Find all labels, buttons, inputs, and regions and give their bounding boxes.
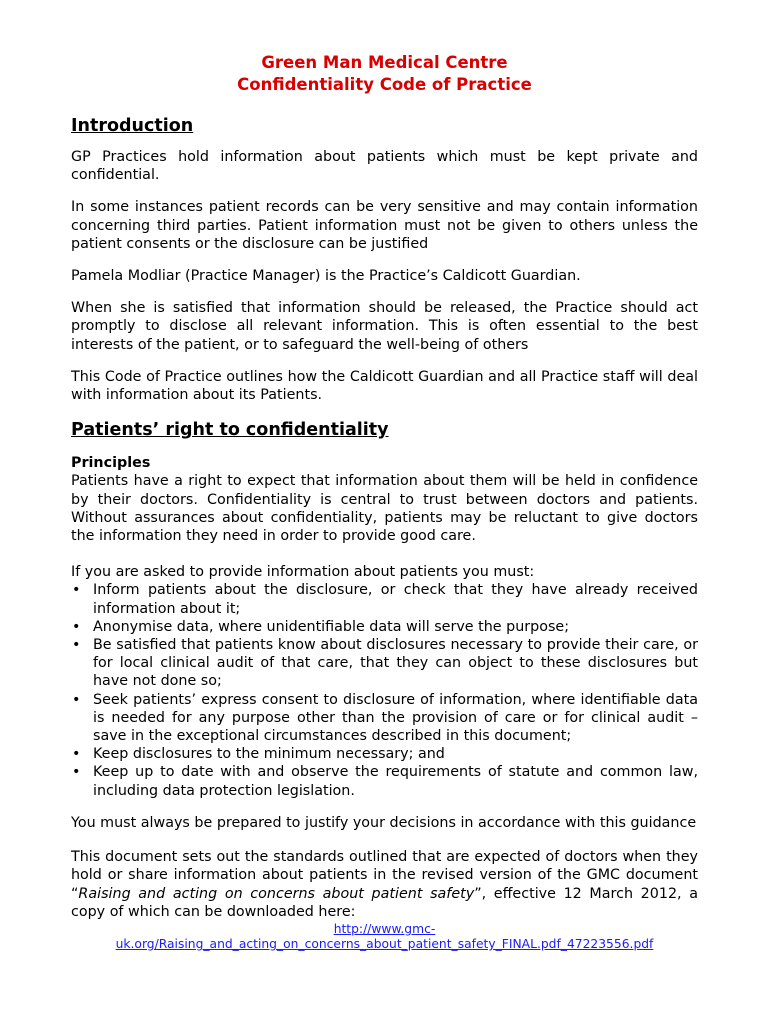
list-item xyxy=(71,618,698,636)
list-item xyxy=(71,745,698,763)
list-item xyxy=(71,636,698,691)
bullet-icon: • xyxy=(72,618,81,635)
title-line-1: Green Man Medical Centre xyxy=(261,53,508,72)
intro-paragraph-3: Pamela Modliar (Practice Manager) is the Practice’s Caldicott Guardian. xyxy=(71,268,581,285)
intro-paragraph-4: When she is satisfied that information should be released, the Practice should act promptly to disclose all relevant information. This is often essential to the best interests of the patient, or to safeguard the well-being of others xyxy=(71,300,698,353)
list-item-text: Be satisfied that patients know about disclosures necessary to provide their care, or for local clinical audit of that care, that they can object to these disclosures but have not done so; xyxy=(93,637,698,690)
bullet-icon: • xyxy=(72,746,81,763)
list-item-text: Keep up to date with and observe the requirements of statute and common law, including data protection legislation. xyxy=(93,764,698,799)
bullet-icon: • xyxy=(72,691,81,708)
document-page xyxy=(71,52,698,953)
intro-paragraph-5: This Code of Practice outlines how the Caldicott Guardian and all Practice staff will deal with information about its Patients. xyxy=(71,368,698,404)
principles-paragraph: Patients have a right to expect that information about them will be held in confidence by their doctors. Confidentiality is central to trust between doctors and patients. Without assurances about confidentiality, patients may be reluctant to give doctors the information they need in order to provide good care. xyxy=(71,473,698,545)
list-item xyxy=(71,763,698,799)
link-line-1[interactable]: http://www.gmc- xyxy=(333,921,436,936)
gmc-document-title: Raising and acting on concerns about patient safety xyxy=(78,885,475,902)
link-line-2[interactable]: uk.org/Raising_and_acting_on_concerns_about_patient_safety_FINAL.pdf_47223556.pdf xyxy=(115,937,654,952)
list-item-text: Inform patients about the disclosure, or check that they have already received information about it; xyxy=(93,582,698,617)
introduction-heading: Introduction xyxy=(71,116,194,136)
standards-paragraph xyxy=(71,848,698,921)
list-item-text: Keep disclosures to the minimum necessary; and xyxy=(93,746,445,763)
gmc-download-link[interactable] xyxy=(71,922,698,953)
standards-text-before: This document sets out the standards outlined that are expected of doctors when they hold or share information about patients in the revised version of the GMC document “ xyxy=(71,849,698,902)
justify-paragraph: You must always be prepared to justify your decisions in accordance with this guidance xyxy=(71,814,697,831)
intro-paragraph-2: In some instances patient records can be very sensitive and may contain information concerning third parties. Patient information must not be given to others unless the patient consents or the disclosure can be justified xyxy=(71,199,698,252)
list-item-text: Anonymise data, where unidentifiable data will serve the purpose; xyxy=(93,618,570,635)
intro-paragraph-1: GP Practices hold information about patients which must be kept private and confidential. xyxy=(71,149,698,184)
list-intro: If you are asked to provide information about patients you must: xyxy=(71,564,535,581)
list-item xyxy=(71,581,698,617)
bullet-icon: • xyxy=(72,582,81,599)
bullet-icon: • xyxy=(72,764,81,781)
requirements-list xyxy=(71,581,698,799)
bullet-icon: • xyxy=(72,637,81,654)
standards-text-after: ”, effective 12 March 2012, a copy of which can be downloaded here: xyxy=(71,885,698,920)
list-item xyxy=(71,691,698,746)
principles-subheading: Principles xyxy=(71,455,151,472)
rights-heading: Patients’ right to confidentiality xyxy=(71,420,389,441)
title-line-2: Confidentiality Code of Practice xyxy=(237,75,532,94)
document-title xyxy=(71,52,698,96)
list-item-text: Seek patients’ express consent to disclosure of information, where identifiable data is needed for any purpose other than the provision of care or for clinical audit – save in the exceptional circumstances described in this document; xyxy=(93,691,698,745)
